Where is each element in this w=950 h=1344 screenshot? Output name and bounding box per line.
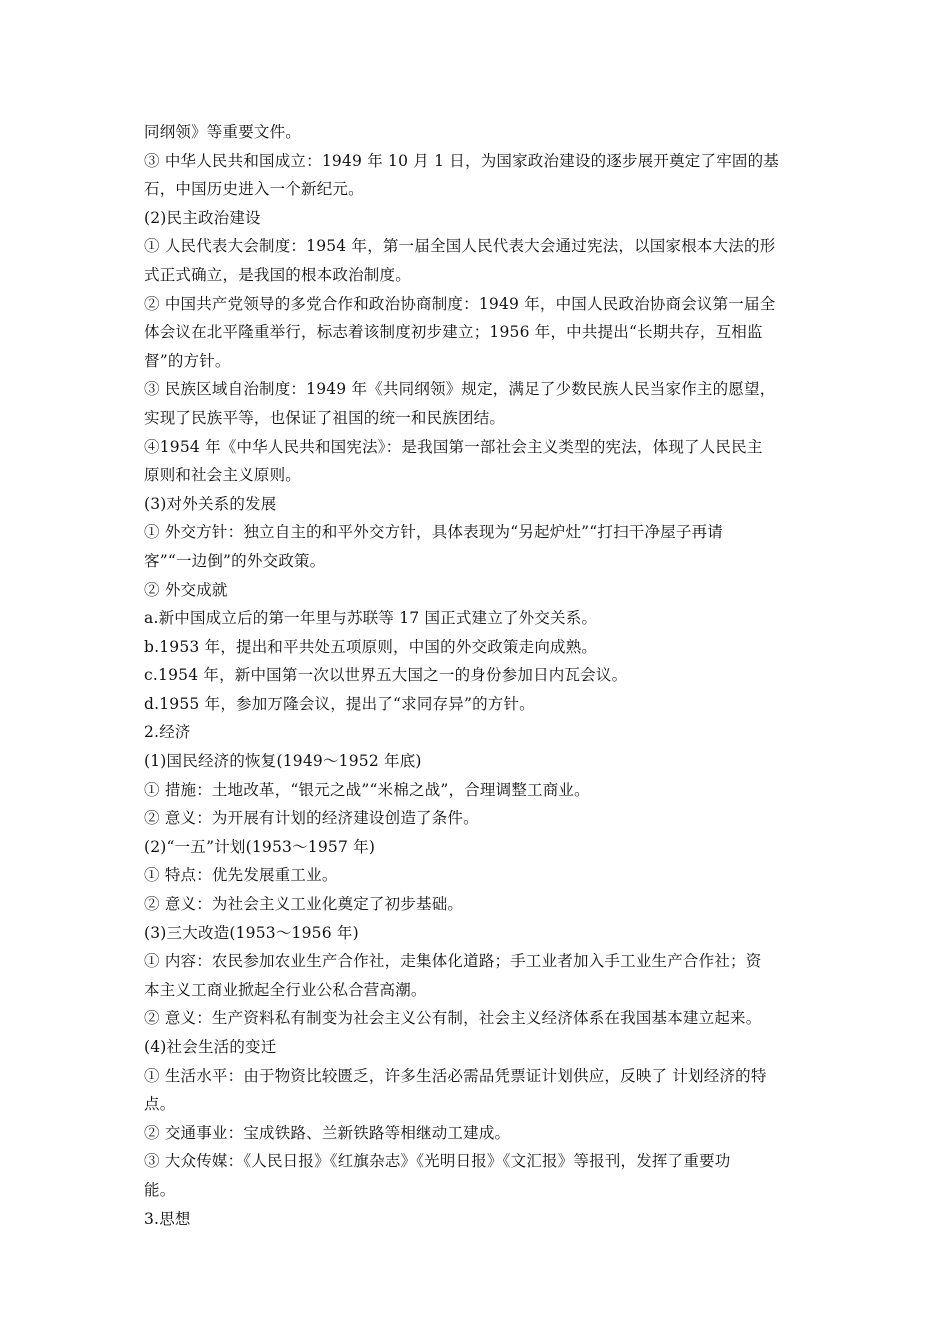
section-heading: (1)国民经济的恢复(1949～1952 年底): [144, 752, 422, 771]
text-line: ① 措施：土地改革，“银元之战”“米棉之战”，合理调整工商业。: [144, 780, 590, 799]
section-heading: (2)民主政治建设: [144, 208, 261, 227]
text-line: c.1954 年，新中国第一次以世界五大国之一的身份参加日内瓦会议。: [144, 666, 628, 685]
text-line: b.1953 年，提出和平共处五项原则，中国的外交政策走向成熟。: [144, 637, 598, 656]
section-heading: (3)三大改造(1953～1956 年): [144, 923, 359, 942]
text-line: ① 人民代表大会制度：1954 年，第一届全国人民代表大会通过宪法，以国家根本大法的形: [144, 237, 776, 256]
text-line: ② 外交成就: [144, 580, 228, 599]
text-line: 客”“一边倒”的外交政策。: [144, 551, 326, 570]
text-line: 式正式确立，是我国的根本政治制度。: [144, 265, 411, 284]
text-line: ② 交通事业：宝成铁路、兰新铁路等相继动工建成。: [144, 1123, 511, 1142]
section-heading: (4)社会生活的变迁: [144, 1038, 277, 1056]
text-line: ③ 民族区域自治制度：1949 年《共同纲领》规定，满足了少数民族人民当家作主的愿望，: [144, 380, 776, 399]
text-line: ① 外交方针：独立自主的和平外交方针，具体表现为“另起炉灶”“打扫干净屋子再请: [144, 523, 724, 542]
text-line: 体会议在北平隆重举行，标志着该制度初步建立；1956 年，中共提出“长期共存，互相监: [144, 323, 763, 342]
text-line: 点。: [144, 1095, 176, 1114]
text-line: ③ 大众传媒：《人民日报》《红旗杂志》《光明日报》《文汇报》等报刊，发挥了重要功: [144, 1152, 731, 1171]
text-line: 同纲领》等重要文件。: [144, 123, 302, 141]
text-line: ④1954 年《中华人民共和国宪法》：是我国第一部社会主义类型的宪法，体现了人民民主: [144, 437, 763, 456]
text-line: ② 意义：为社会主义工业化奠定了初步基础。: [144, 895, 464, 914]
text-line: ① 生活水平：由于物资比较匮乏，许多生活必需品凭票证计划供应，反映了 计划经济的特: [144, 1066, 767, 1085]
text-line: ① 特点：优先发展重工业。: [144, 866, 338, 885]
text-line: 石，中国历史进入一个新纪元。: [144, 180, 364, 199]
text-line: ① 内容：农民参加农业生产合作社，走集体化道路；手工业者加入手工业生产合作社；资: [144, 952, 762, 971]
text-line: d.1955 年，参加万隆会议，提出了“求同存异”的方针。: [144, 694, 535, 713]
text-line: 原则和社会主义原则。: [144, 466, 302, 485]
section-heading: (2)“一五”计划(1953～1957 年): [144, 837, 376, 856]
text-line: ② 意义：生产资料私有制变为社会主义公有制，社会主义经济体系在我国基本建立起来。: [144, 1009, 762, 1028]
text-line: 能。: [144, 1180, 176, 1199]
text-line: ② 中国共产党领导的多党合作和政治协商制度：1949 年，中国人民政治协商会议第一届全: [144, 294, 776, 313]
text-line: 本主义工商业掀起全行业公私合营高潮。: [144, 980, 427, 999]
section-heading: (3)对外关系的发展: [144, 494, 277, 513]
text-line: 督”的方针。: [144, 351, 231, 370]
document-page: [144, 118, 812, 1233]
text-line: ② 意义：为开展有计划的经济建设创造了条件。: [144, 809, 479, 828]
section-heading: 2.经济: [144, 723, 191, 742]
text-line: a.新中国成立后的第一年里与苏联等 17 国正式建立了外交关系。: [144, 609, 598, 628]
text-line: 实现了民族平等，也保证了祖国的统一和民族团结。: [144, 408, 506, 427]
section-heading: 3.思想: [144, 1209, 191, 1228]
text-line: ③ 中华人民共和国成立：1949 年 10 月 1 日，为国家政治建设的逐步展开奠定了牢固的基: [144, 151, 779, 170]
